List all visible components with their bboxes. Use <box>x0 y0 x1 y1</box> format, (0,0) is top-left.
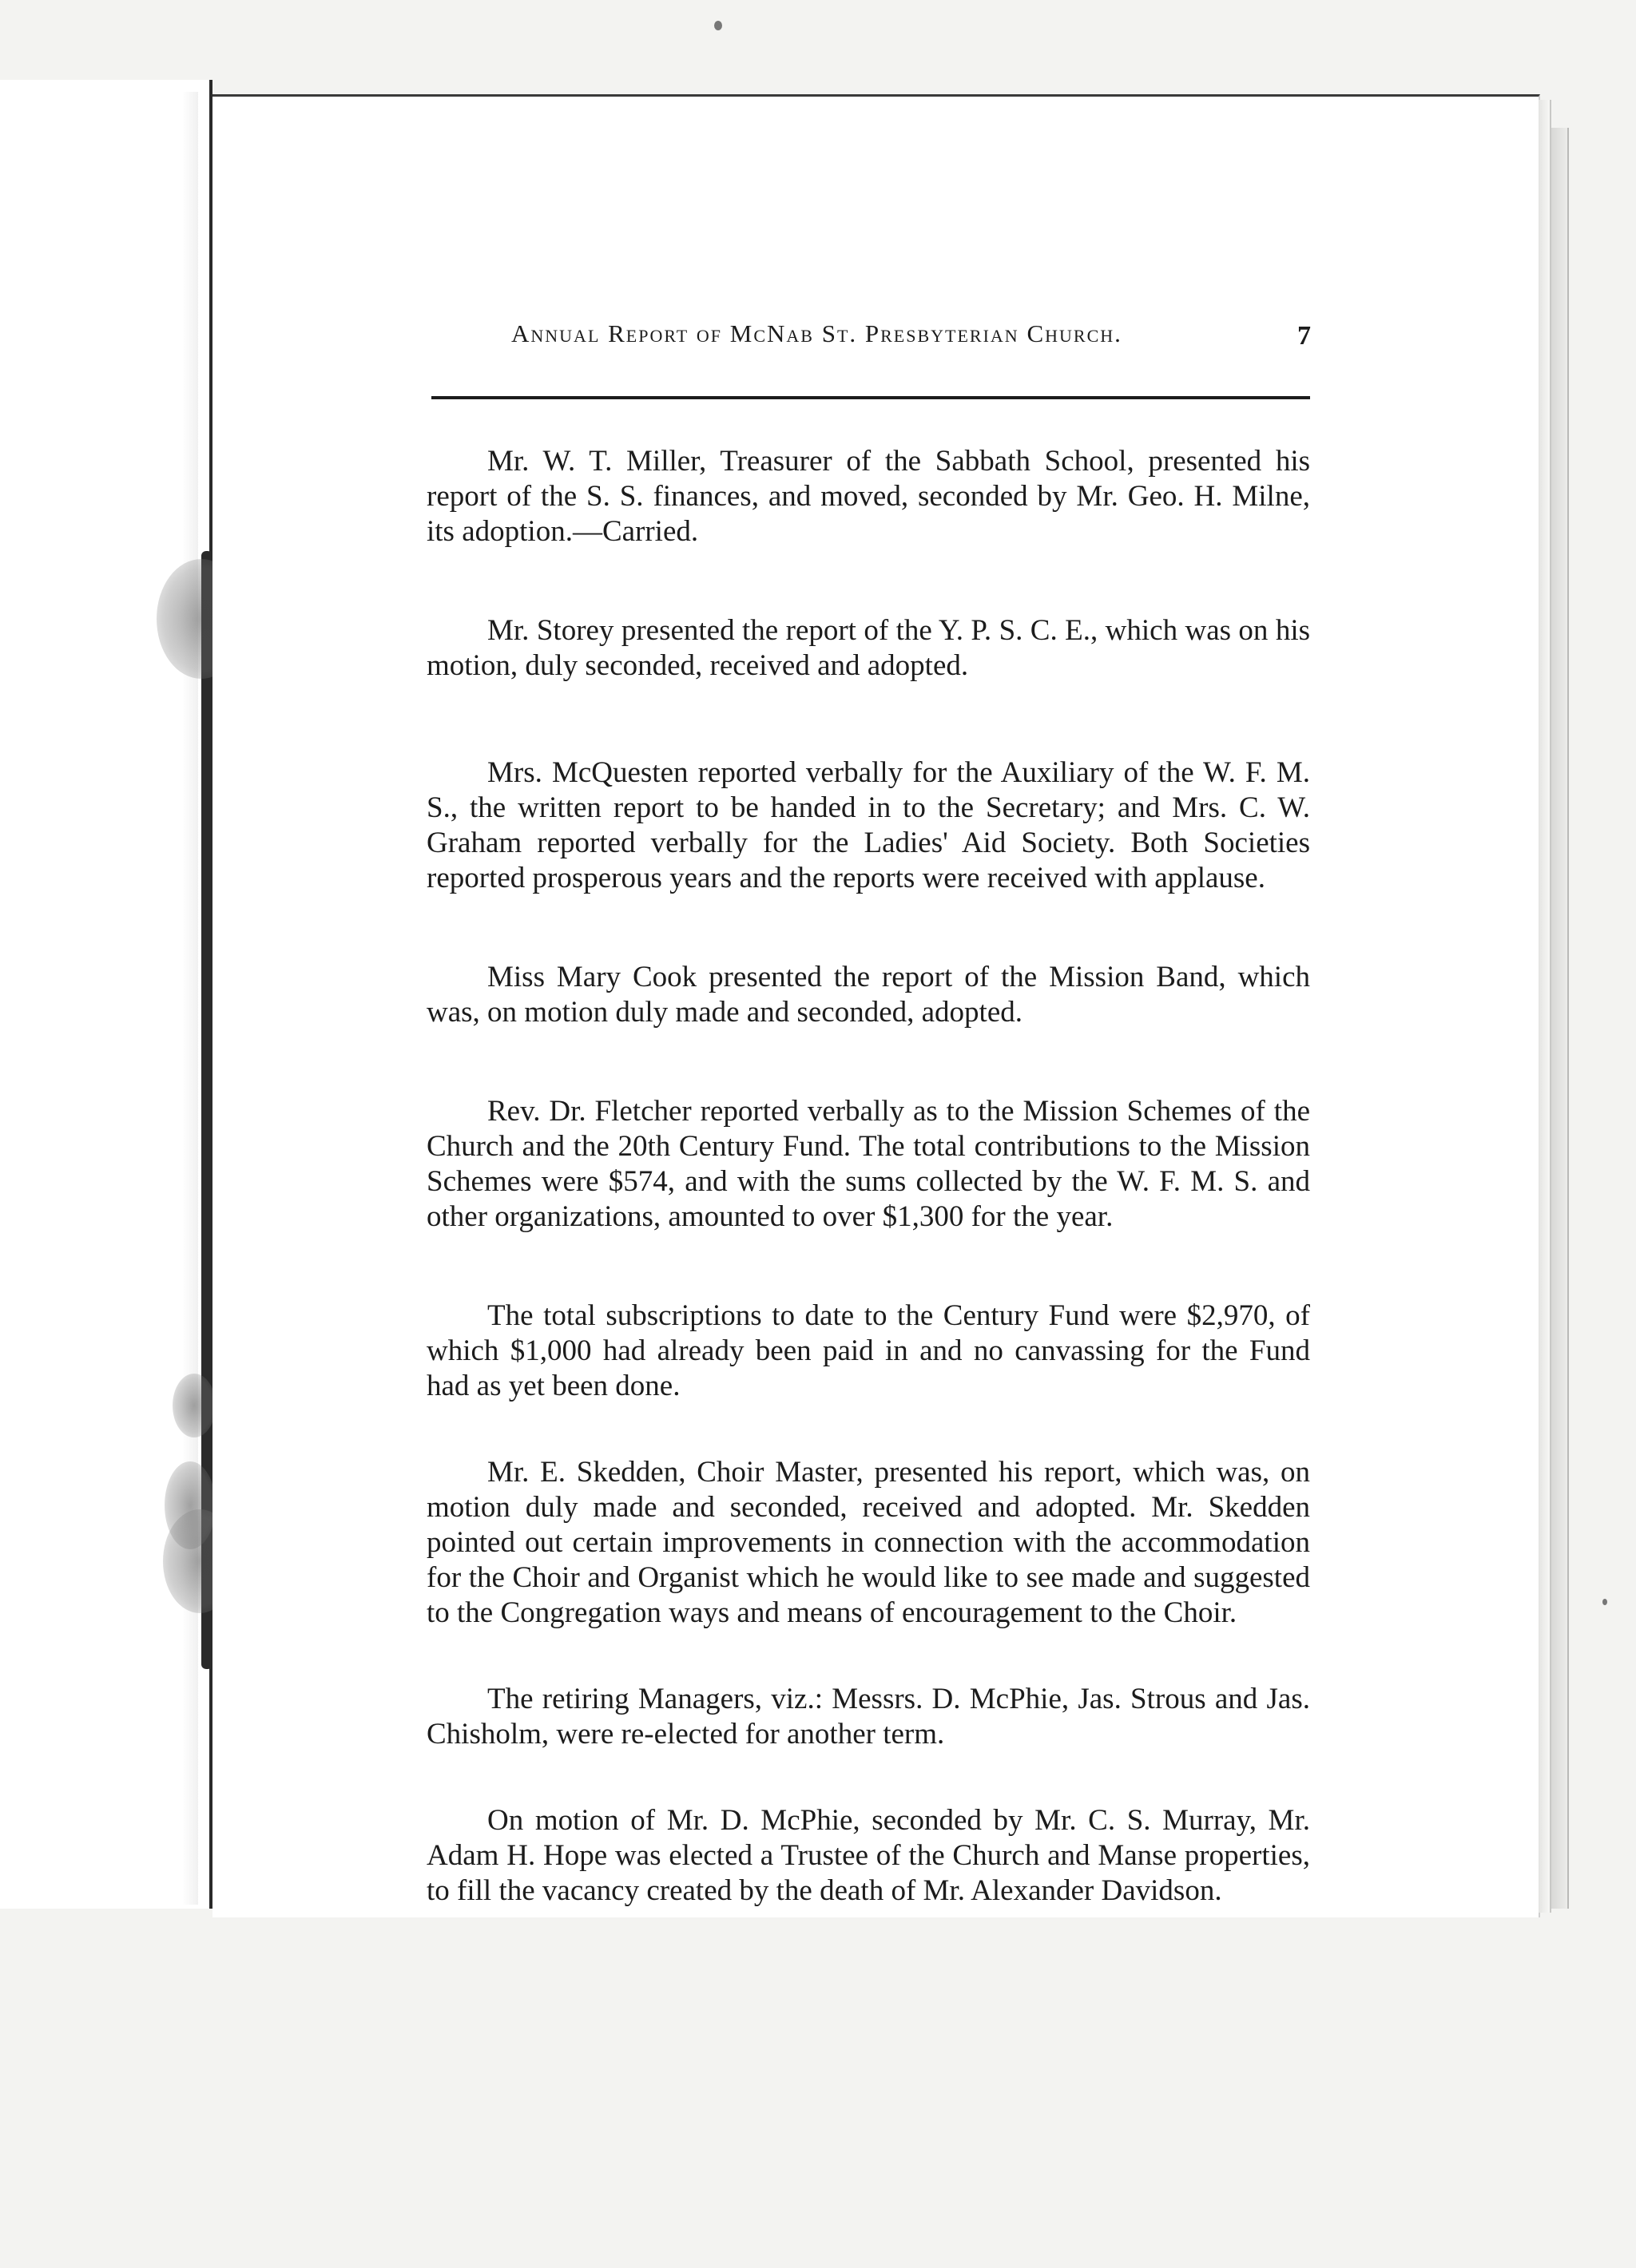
running-header <box>511 319 1310 359</box>
paragraph: Mrs. McQuesten reported verbally for the Auxiliary of the W. F. M. S., the written report to be handed in to the Secretary; and Mrs. C. W. Graham reported verbally for the Ladies' Aid Society. Both Societies reported prosperous years and the reports were received with applause. <box>427 756 1310 894</box>
page-edge <box>1551 128 1569 1909</box>
page-body <box>427 444 1310 1909</box>
facing-page-left <box>0 80 212 1909</box>
paragraph: The retiring Managers, viz.: Messrs. D. McPhie, Jas. Strous and Jas. Chisholm, were re-elected for another term. <box>427 1683 1310 1751</box>
facing-page-shadow <box>182 92 198 1905</box>
paragraph: The total subscriptions to date to the Century Fund were $2,970, of which $1,000 had already been paid in and no canvassing for the Fund had as yet been done. <box>427 1299 1310 1402</box>
header-rule <box>431 396 1310 399</box>
binding-blot <box>173 1374 216 1437</box>
page-edge <box>1539 100 1551 1913</box>
paragraph: Mr. E. Skedden, Choir Master, presented his report, which was, on motion duly made and seconded, received and adopted. Mr. Skedden pointed out certain improvements in connection with the accommodation for the Choir and Organist which he would like to see made and suggested to the Congregation ways and means of encouragement to the Choir. <box>427 1456 1310 1629</box>
dust-speck <box>714 21 722 30</box>
page-number: 7 <box>1297 321 1311 351</box>
paragraph: On motion of Mr. D. McPhie, seconded by Mr. C. S. Murray, Mr. Adam H. Hope was elected a Trustee of the Church and Manse properties, to fill the vacancy created by the death of Mr. Alexander Davidson. <box>427 1804 1310 1907</box>
running-title: Annual Report of McNab St. Presbyterian Church. <box>511 319 1122 347</box>
paragraph: Miss Mary Cook presented the report of the Mission Band, which was, on motion duly made and seconded, adopted. <box>427 961 1310 1029</box>
dust-speck <box>1602 1599 1607 1605</box>
paragraph: Mr. W. T. Miller, Treasurer of the Sabbath School, presented his report of the S. S. finances, and moved, seconded by Mr. Geo. H. Milne, its adoption.—Carried. <box>427 445 1310 548</box>
paragraph: Rev. Dr. Fletcher reported verbally as to the Mission Schemes of the Church and the 20th Century Fund. The total contributions to the Mission Schemes were $574, and with the sums collected by the W. F. M. S. and other organizations, amounted to over $1,300 for the year. <box>427 1095 1310 1233</box>
paragraph: Mr. Storey presented the report of the Y. P. S. C. E., which was on his motion, duly seconded, received and adopted. <box>427 614 1310 682</box>
